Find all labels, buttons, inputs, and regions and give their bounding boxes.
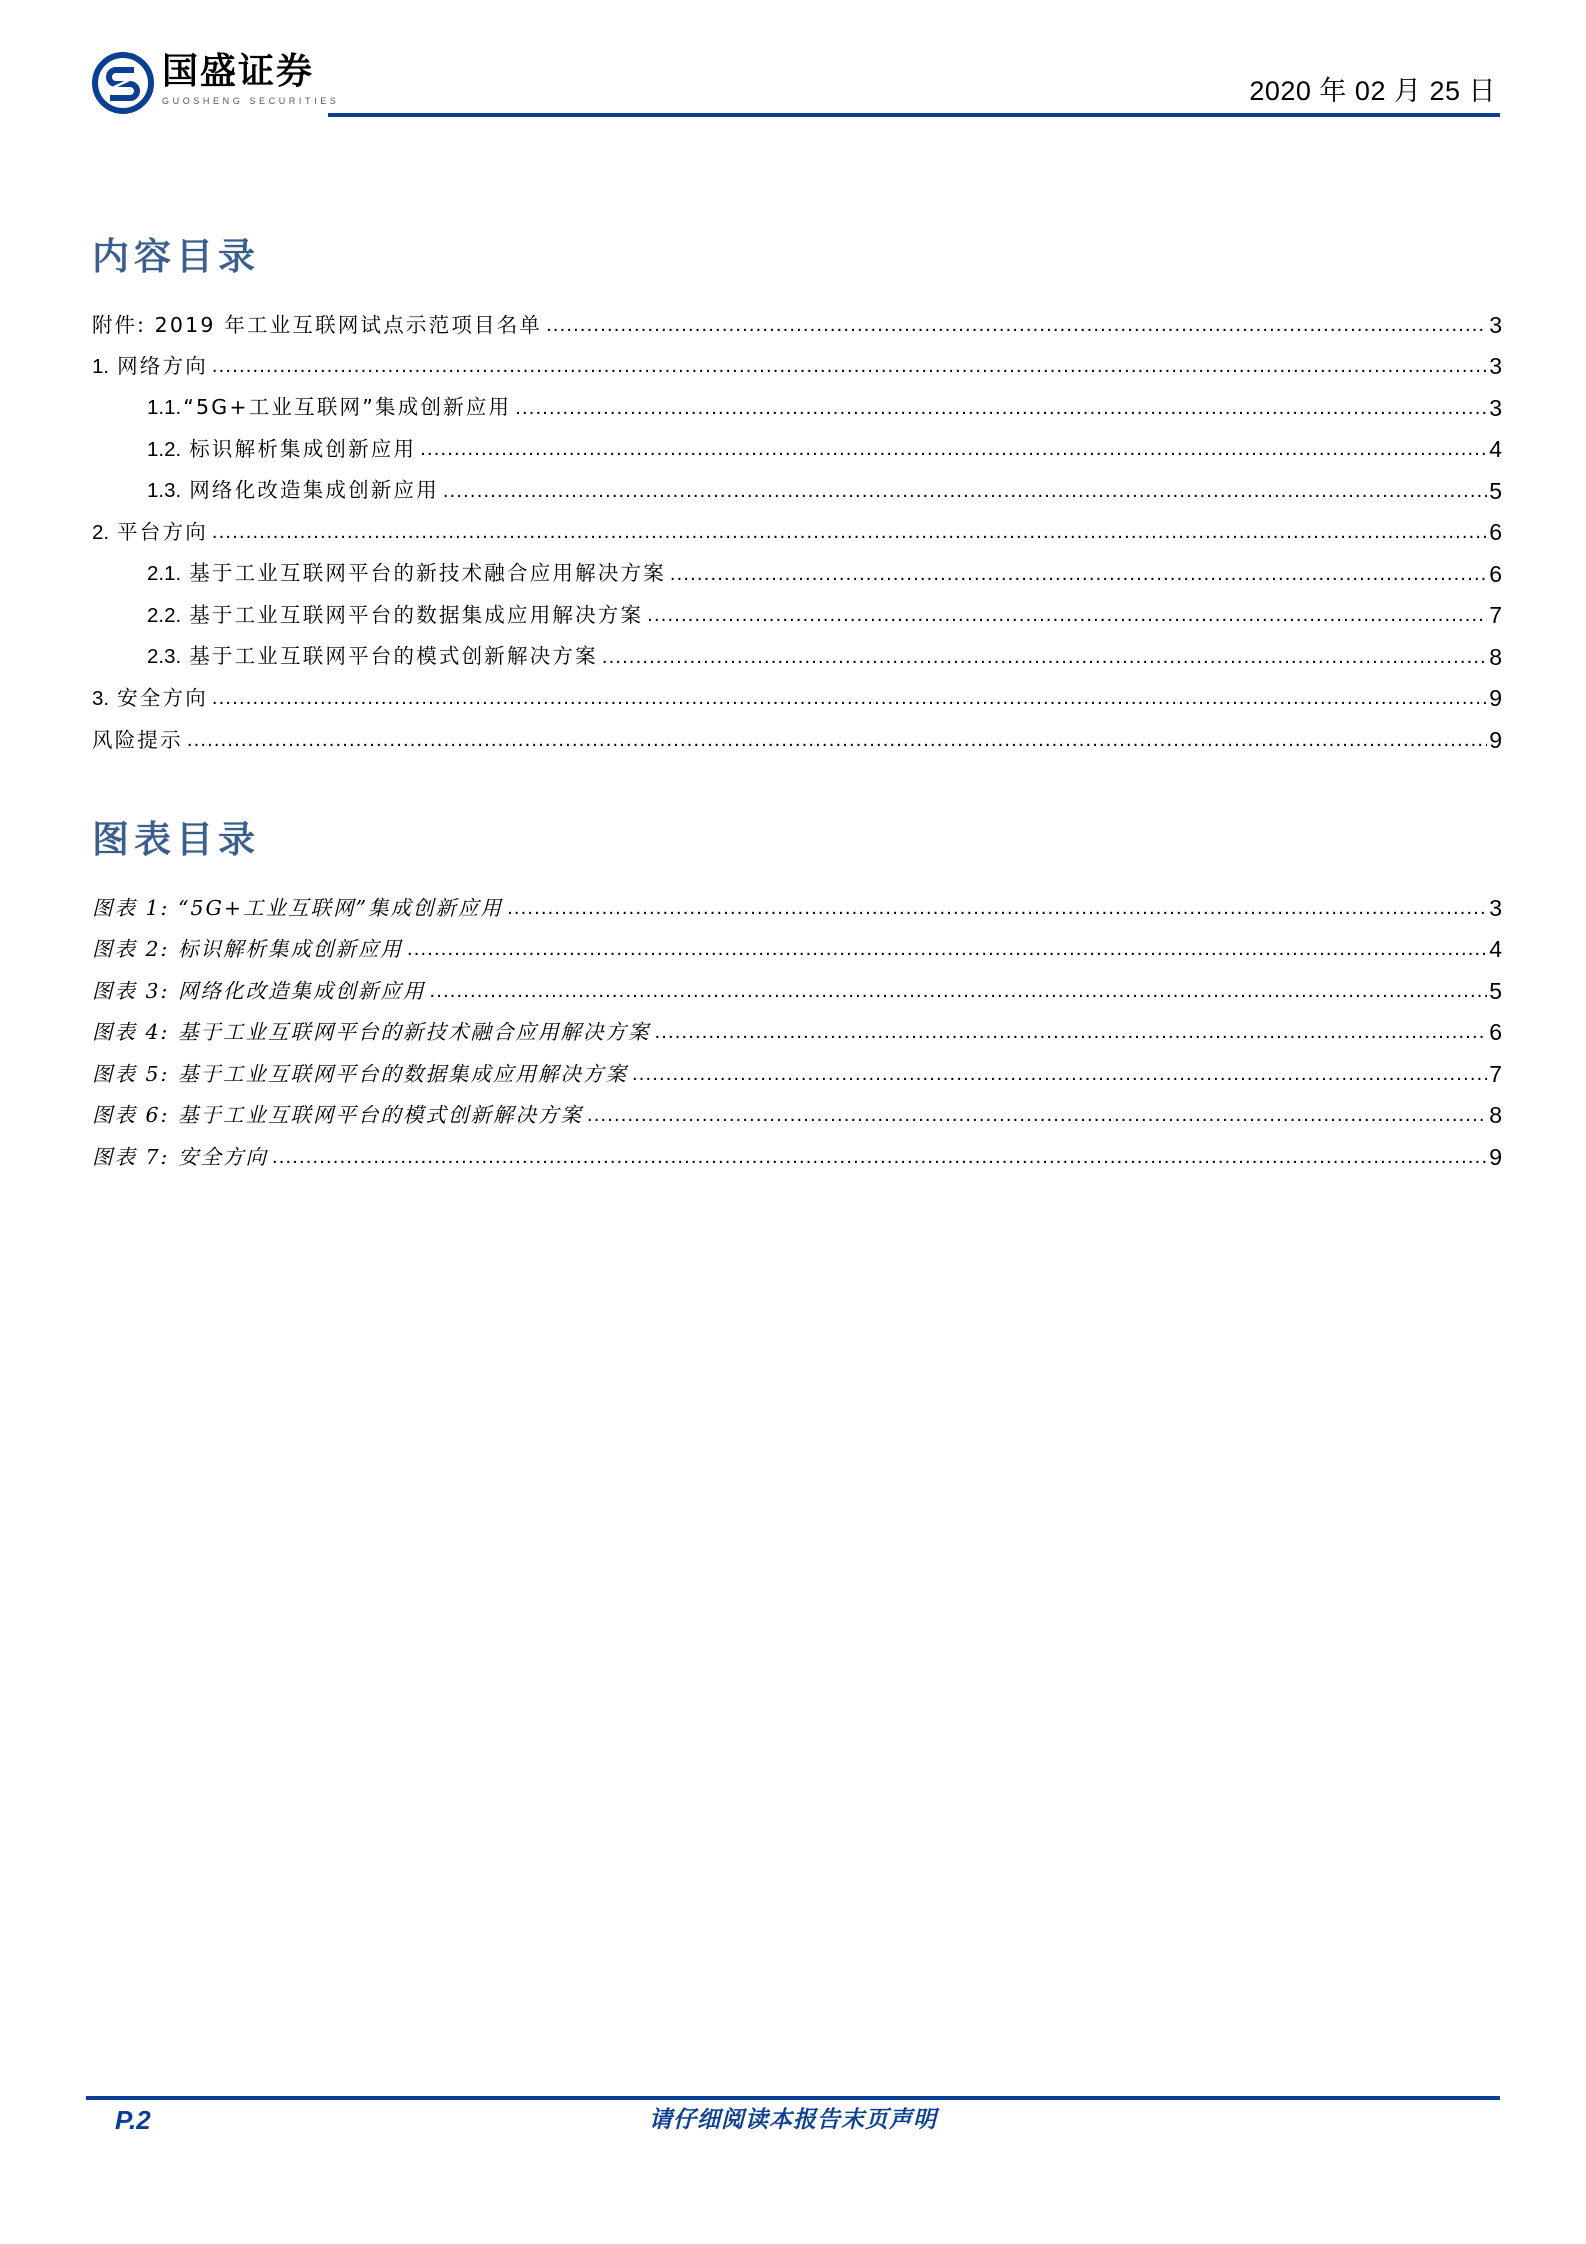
leader-dots	[212, 353, 1487, 379]
toc-entry-number: 2.3.	[147, 645, 182, 669]
toc-entry-label: 基于工业互联网平台的模式创新解决方案	[189, 644, 598, 669]
figure-entry-prefix: 图表 4:	[92, 1020, 170, 1045]
toc-entry-1-3[interactable]	[92, 470, 1502, 512]
figures-list	[92, 887, 1502, 1178]
toc-entry-number: 3.	[92, 686, 110, 710]
toc-entry-label: 2019 年工业互联网试点示范项目名单	[154, 312, 543, 337]
toc-entry-page: 7	[1489, 602, 1502, 629]
toc-entry-label: 网络方向	[117, 353, 208, 378]
figure-entry-prefix: 图表 3:	[92, 978, 170, 1003]
leader-dots	[655, 1019, 1488, 1045]
figure-entry-label: 基于工业互联网平台的模式创新解决方案	[178, 1103, 583, 1128]
figures-title: 图表目录	[92, 817, 260, 861]
toc-entry-page: 6	[1489, 560, 1502, 587]
toc-entry-number: 1.	[92, 354, 110, 378]
toc-entry-label: 平台方向	[117, 519, 208, 544]
figure-entry-5[interactable]	[92, 1053, 1502, 1095]
figure-entry-6[interactable]	[92, 1095, 1502, 1137]
figure-entry-page: 8	[1489, 1102, 1502, 1129]
leader-dots	[407, 936, 1487, 962]
figure-entry-label: 安全方向	[178, 1144, 268, 1169]
toc-entry-number: 1.2.	[147, 437, 182, 461]
toc-entry-label: 基于工业互联网平台的新技术融合应用解决方案	[189, 561, 666, 586]
leader-dots	[272, 1144, 1487, 1170]
toc-entry-page: 3	[1489, 353, 1502, 380]
contents-list	[92, 304, 1502, 761]
figure-entry-3[interactable]	[92, 970, 1502, 1012]
toc-entry-appendix[interactable]	[92, 304, 1502, 346]
figure-entry-page: 5	[1489, 977, 1502, 1004]
leader-dots	[430, 978, 1488, 1004]
toc-entry-page: 3	[1489, 311, 1502, 338]
figure-entry-1[interactable]	[92, 887, 1502, 929]
leader-dots	[212, 519, 1487, 545]
toc-entry-2-2[interactable]	[92, 595, 1502, 637]
toc-entry-page: 8	[1489, 643, 1502, 670]
toc-entry-2-1[interactable]	[92, 553, 1502, 595]
figure-entry-prefix: 图表 6:	[92, 1103, 170, 1128]
figure-entry-prefix: 图表 1:	[92, 895, 170, 920]
figure-entry-label: 网络化改造集成创新应用	[178, 978, 426, 1003]
toc-entry-number: 2.	[92, 520, 110, 544]
figure-entry-prefix: 图表 2:	[92, 937, 170, 962]
leader-dots	[546, 312, 1487, 338]
leader-dots	[507, 895, 1487, 921]
toc-entry-label: “5G+工业互联网”集成创新应用	[183, 395, 512, 420]
toc-entry-label: 安全方向	[117, 685, 208, 710]
toc-entry-page: 5	[1489, 477, 1502, 504]
toc-entry-number: 1.3.	[147, 479, 182, 503]
toc-entry-1[interactable]	[92, 346, 1502, 388]
figure-entry-page: 6	[1489, 1019, 1502, 1046]
disclaimer-note: 请仔细阅读本报告末页声明	[649, 2107, 937, 2133]
guosheng-logo-icon	[92, 52, 154, 114]
toc-entry-number: 附件:	[92, 312, 146, 337]
figure-entry-page: 3	[1489, 894, 1502, 921]
footer-divider	[86, 2096, 1500, 2100]
toc-entry-page: 3	[1489, 394, 1502, 421]
toc-entry-2-3[interactable]	[92, 636, 1502, 678]
figure-entry-prefix: 图表 7:	[92, 1144, 170, 1169]
figure-entry-label: 基于工业互联网平台的数据集成应用解决方案	[178, 1061, 628, 1086]
leader-dots	[587, 1102, 1487, 1128]
figure-entry-page: 4	[1489, 936, 1502, 963]
toc-entry-page: 6	[1489, 519, 1502, 546]
toc-entry-label: 标识解析集成创新应用	[189, 436, 417, 461]
report-date: 2020 年 02 月 25 日	[1249, 76, 1496, 106]
leader-dots	[632, 1061, 1487, 1087]
figure-entry-7[interactable]	[92, 1136, 1502, 1178]
contents-title: 内容目录	[92, 234, 260, 278]
figure-entry-label: “5G+工业互联网”集成创新应用	[178, 895, 504, 920]
toc-entry-1-1[interactable]	[92, 387, 1502, 429]
brand-name-en: GUOSHENG SECURITIES	[162, 96, 340, 106]
leader-dots	[602, 644, 1487, 670]
toc-entry-page: 9	[1489, 726, 1502, 753]
leader-dots	[647, 602, 1487, 628]
figure-entry-2[interactable]	[92, 929, 1502, 971]
toc-entry-2[interactable]	[92, 512, 1502, 554]
leader-dots	[187, 727, 1487, 753]
page-number: P.2	[115, 2105, 151, 2135]
leader-dots	[515, 395, 1487, 421]
header-divider	[328, 113, 1500, 117]
figure-entry-page: 9	[1489, 1143, 1502, 1170]
toc-entry-number: 1.1.	[147, 396, 182, 420]
figure-entry-page: 7	[1489, 1060, 1502, 1087]
leader-dots	[443, 478, 1487, 504]
figure-entry-4[interactable]	[92, 1012, 1502, 1054]
leader-dots	[670, 561, 1487, 587]
toc-entry-label: 网络化改造集成创新应用	[189, 478, 439, 503]
leader-dots	[420, 436, 1487, 462]
toc-entry-1-2[interactable]	[92, 429, 1502, 471]
figure-entry-prefix: 图表 5:	[92, 1061, 170, 1086]
leader-dots	[212, 685, 1487, 711]
toc-entry-number: 2.2.	[147, 603, 182, 627]
figure-entry-label: 基于工业互联网平台的新技术融合应用解决方案	[178, 1020, 651, 1045]
figure-entry-label: 标识解析集成创新应用	[178, 937, 403, 962]
toc-entry-label: 风险提示	[92, 727, 183, 752]
toc-entry-page: 4	[1489, 436, 1502, 463]
toc-entry-risk[interactable]	[92, 719, 1502, 761]
toc-entry-page: 9	[1489, 685, 1502, 712]
toc-entry-3[interactable]	[92, 678, 1502, 720]
toc-entry-label: 基于工业互联网平台的数据集成应用解决方案	[189, 602, 644, 627]
brand-name-cn: 国盛证券	[162, 51, 315, 92]
toc-entry-number: 2.1.	[147, 562, 182, 586]
